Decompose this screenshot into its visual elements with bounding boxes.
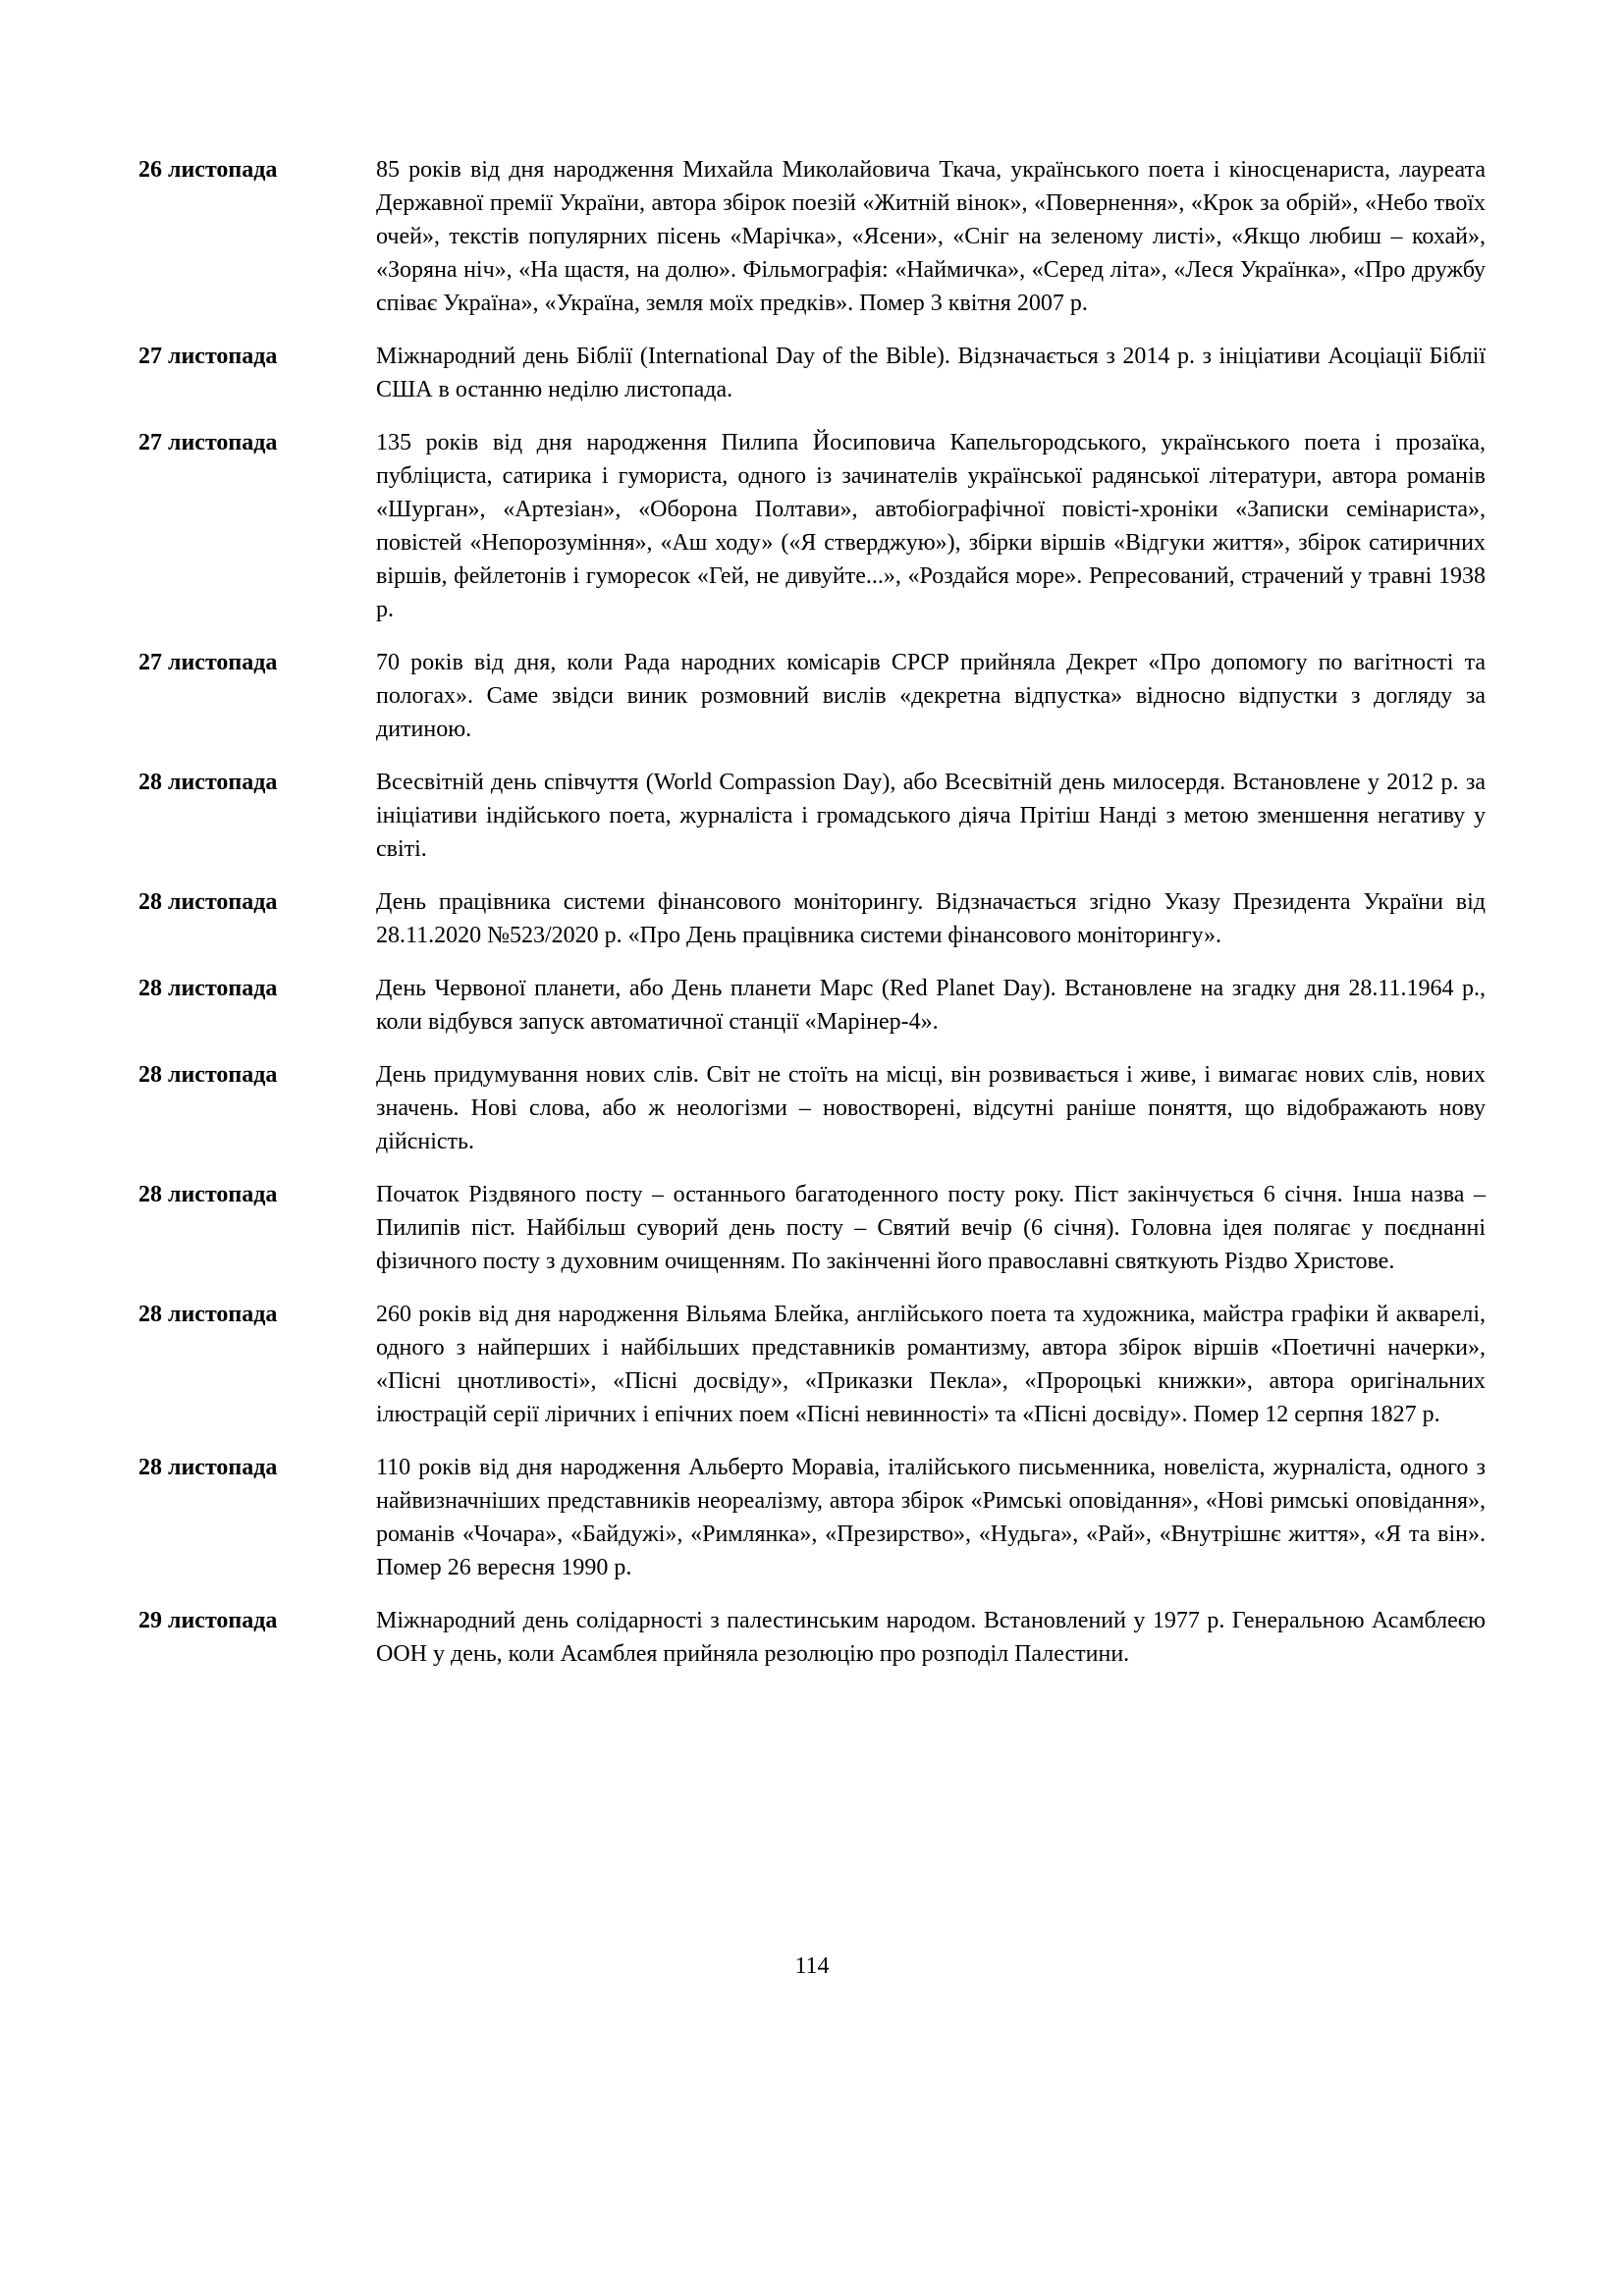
entry-text: День придумування нових слів. Світ не стоїть на місці, він розвивається і живе, і вимагає нових слів, нових значень. Нові слова, або ж неологізми – новостворені, відсутні раніше поняття, що відображають нову дійсність.: [376, 1062, 1486, 1154]
calendar-entry: [138, 766, 1486, 866]
entry-date: 28 листопада: [138, 1302, 278, 1327]
calendar-entry: [138, 1298, 1486, 1431]
calendar-entry: [138, 340, 1486, 406]
entry-date: 28 листопада: [138, 770, 278, 795]
calendar-entry: [138, 426, 1486, 626]
calendar-entry: [138, 885, 1486, 952]
entry-text: 110 років від дня народження Альберто Моравіа, італійського письменника, новеліста, журналіста, одного з найвизначніших представників неореалізму, автора збірок «Римські оповідання», «Нові римські оповідання», романів «Чочара», «Байдужі», «Римлянка», «Презирство», «Нудьга», «Рай», «Внутрішнє життя», «Я та він». Помер 26 вересня 1990 р.: [376, 1455, 1486, 1580]
entry-text: 260 років від дня народження Вільяма Блейка, англійського поета та художника, майстра графіки й акварелі, одного з найперших і найбільших представників романтизму, автора збірок віршів «Поетичні начерки», «Пісні цнотливості», «Пісні досвіду», «Приказки Пекла», «Пророцькі книжки», автора оригінальних ілюстрацій серії ліричних і епічних поем «Пісні невинності» та «Пісні досвіду». Помер 12 серпня 1827 р.: [376, 1302, 1486, 1427]
entry-date: 29 листопада: [138, 1608, 278, 1633]
entry-text: Початок Різдвяного посту – останнього багатоденного посту року. Піст закінчується 6 січня. Інша назва – Пилипів піст. Найбільш суворий день посту – Святий вечір (6 січня). Головна ідея полягає у поєднанні фізичного посту з духовним очищенням. По закінченні його православні святкують Різдво Христове.: [376, 1182, 1486, 1274]
calendar-entry: [138, 646, 1486, 746]
entry-date: 26 листопада: [138, 157, 278, 183]
entry-text: День працівника системи фінансового моніторингу. Відзначається згідно Указу Президента України від 28.11.2020 №523/2020 р. «Про День працівника системи фінансового моніторингу».: [376, 889, 1486, 948]
entry-text: Міжнародний день солідарності з палестинським народом. Встановлений у 1977 р. Генеральною Асамблеєю ООН у день, коли Асамблея прийняла резолюцію про розподіл Палестини.: [376, 1608, 1486, 1667]
entry-text: 135 років від дня народження Пилипа Йосиповича Капельгородського, українського поета і прозаїка, публіциста, сатирика і гумориста, одного із зачинателів української радянської літератури, автора романів «Шурган», «Артезіан», «Оборона Полтави», автобіографічної повісті-хроніки «Записки семінариста», повістей «Непорозуміння», «Аш ходу» («Я стверджую»), збірки віршів «Відгуки життя», збірок сатиричних віршів, фейлетонів і гуморесок «Гей, не дивуйте...», «Роздайся море». Репресований, страчений у травні 1938 р.: [376, 430, 1486, 622]
entry-text: Міжнародний день Біблії (International Day of the Bible). Відзначається з 2014 р. з ініціативи Асоціації Біблії США в останню неділю листопада.: [376, 344, 1486, 402]
entry-text: День Червоної планети, або День планети Марс (Red Planet Day). Встановлене на згадку дня 28.11.1964 р., коли відбувся запуск автоматичної станції «Марінер-4».: [376, 976, 1486, 1035]
entry-text: 85 років від дня народження Михайла Миколайовича Ткача, українського поета і кіносценариста, лауреата Державної премії України, автора збірок поезій «Житній вінок», «Повернення», «Крок за обрій», «Небо твоїх очей», текстів популярних пісень «Марічка», «Ясени», «Сніг на зеленому листі», «Якщо любиш – кохай», «Зоряна ніч», «На щастя, на долю». Фільмографія: «Наймичка», «Серед літа», «Леся Українка», «Про дружбу співає Україна», «Україна, земля моїх предків». Помер 3 квітня 2007 р.: [376, 157, 1486, 316]
entry-date: 27 листопада: [138, 430, 278, 455]
entry-text: Всесвітній день співчуття (World Compassion Day), або Всесвітній день милосердя. Встановлене у 2012 р. за ініціативи індійського поета, журналіста і громадського діяча Прітіш Нанді з метою зменшення негативу у світі.: [376, 770, 1486, 862]
calendar-entry: [138, 1178, 1486, 1278]
calendar-entry: [138, 1058, 1486, 1158]
entry-date: 27 листопада: [138, 344, 278, 369]
entry-date: 28 листопада: [138, 1062, 278, 1088]
calendar-entry: [138, 1604, 1486, 1671]
entry-date: 28 листопада: [138, 976, 278, 1001]
entry-date: 28 листопада: [138, 1182, 278, 1207]
entry-date: 28 листопада: [138, 1455, 278, 1480]
calendar-entry: [138, 1451, 1486, 1584]
calendar-entries: [138, 153, 1486, 1690]
calendar-entry: [138, 972, 1486, 1039]
entry-text: 70 років від дня, коли Рада народних комісарів СРСР прийняла Декрет «Про допомогу по вагітності та пологах». Саме звідси виник розмовний вислів «декретна відпустка» відносно відпустки з догляду за дитиною.: [376, 650, 1486, 742]
entry-date: 27 листопада: [138, 650, 278, 675]
page-number: 114: [794, 1953, 830, 1979]
calendar-entry: [138, 153, 1486, 320]
entry-date: 28 листопада: [138, 889, 278, 915]
